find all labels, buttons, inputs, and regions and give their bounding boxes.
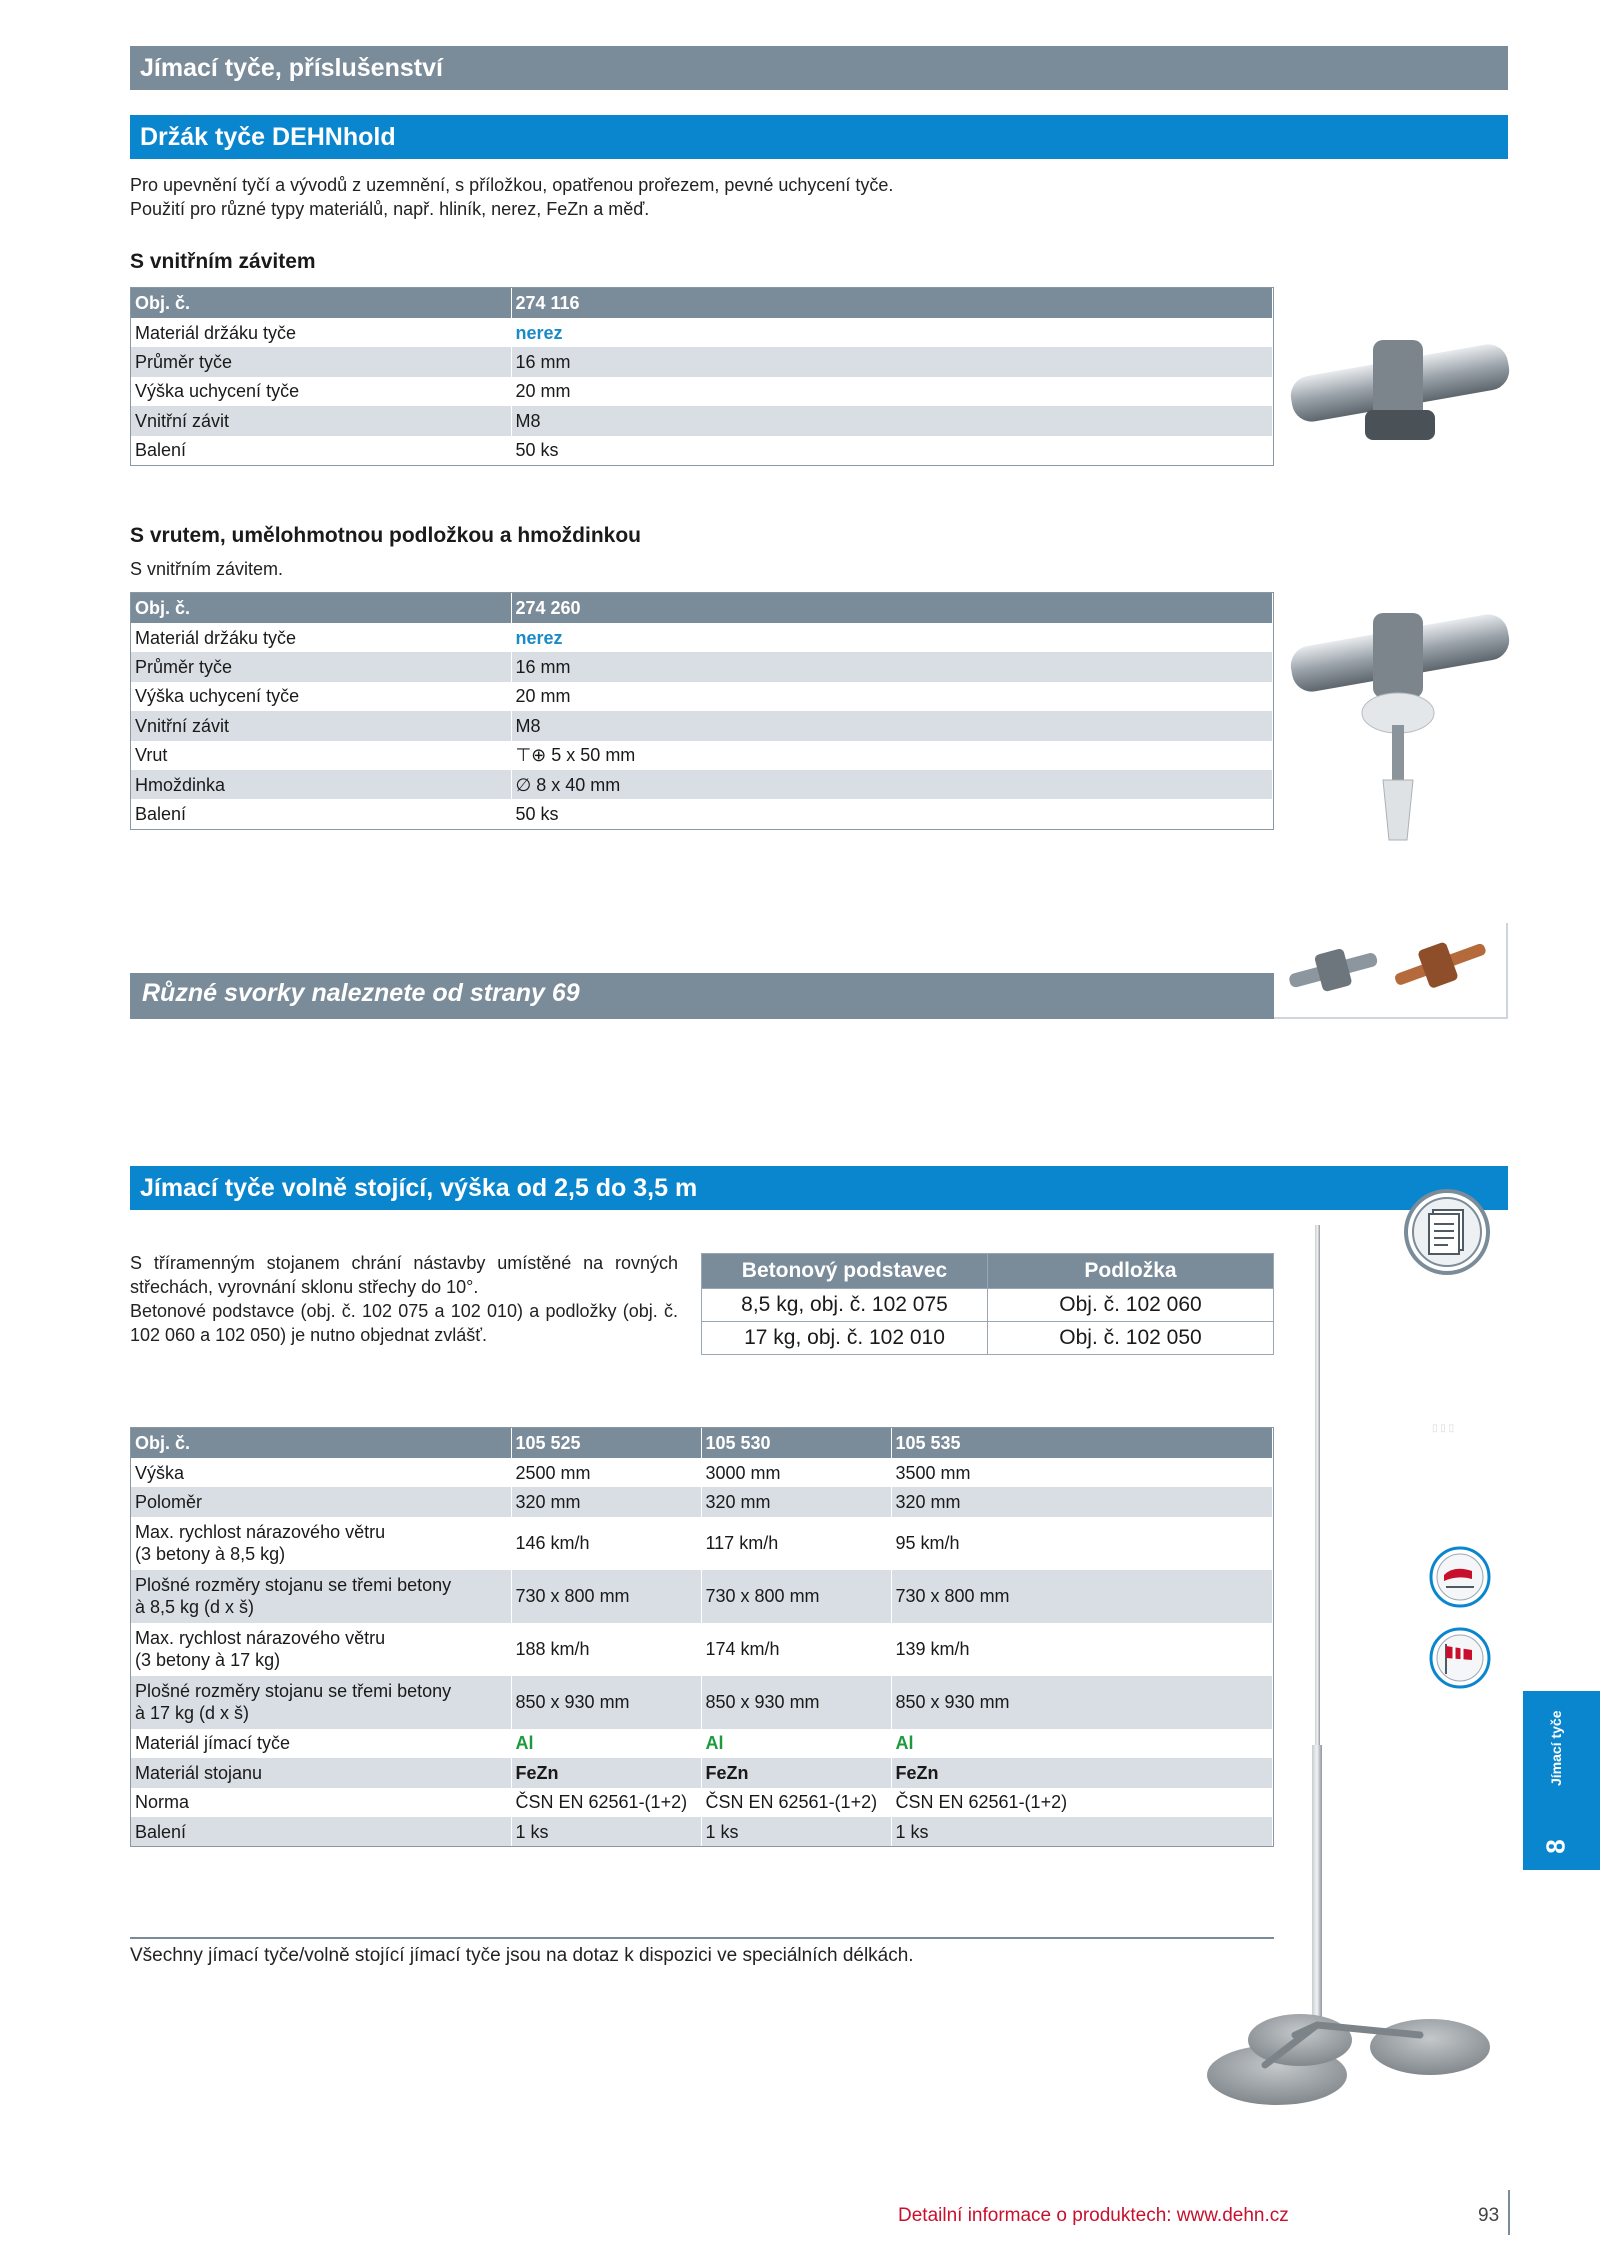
cell: 1 ks (891, 1817, 1273, 1846)
table-row (131, 1458, 1273, 1487)
cell: nerez (511, 318, 1273, 347)
table-row (131, 1817, 1273, 1846)
cell: ČSN EN 62561-(1+2) (701, 1788, 891, 1817)
column-header: 105 530 (701, 1428, 891, 1458)
table-row (131, 1428, 1273, 1458)
cell (511, 741, 1273, 770)
variant-a-heading: S vnitřním závitem (130, 250, 316, 273)
table-row (131, 1487, 1273, 1516)
cell: Plošné rozměry stojanu se třemi betony à 8,5 kg (d x š) (131, 1570, 511, 1623)
table-row (702, 1254, 1274, 1289)
cell: 117 km/h (701, 1517, 891, 1570)
cell: 146 km/h (511, 1517, 701, 1570)
clamps-image-frame (1274, 923, 1508, 1019)
table-row (131, 711, 1273, 740)
cell: Výška uchycení tyče (131, 682, 511, 711)
section-title-freestanding: Jímací tyče volně stojící, výška od 2,5 do 3,5 m (140, 1174, 698, 1202)
variant-b-subheading: S vnitřním závitem. (130, 559, 284, 579)
chapter-tab-number: 8 (1540, 1839, 1571, 1854)
rod-holder-image (1285, 300, 1515, 460)
column-header: Betonový podstavec (702, 1254, 988, 1289)
cell: Hmoždinka (131, 770, 511, 799)
cell: 188 km/h (511, 1623, 701, 1676)
cell: FeZn (891, 1758, 1273, 1787)
cell: Průměr tyče (131, 652, 511, 681)
table-row (131, 623, 1273, 652)
cell: 320 mm (511, 1487, 701, 1516)
table-row (131, 1758, 1273, 1787)
cell: 2500 mm (511, 1458, 701, 1487)
cell: Balení (131, 436, 511, 465)
table-row (702, 1289, 1274, 1322)
cell: ČSN EN 62561-(1+2) (511, 1788, 701, 1817)
cell: FeZn (511, 1758, 701, 1787)
cell: Obj. č. 102 060 (988, 1289, 1274, 1322)
faint-marking: ▯ ▯ ▯ (1432, 1423, 1455, 1434)
table-row (131, 682, 1273, 711)
cell: 1 ks (701, 1817, 891, 1846)
cell: ČSN EN 62561-(1+2) (891, 1788, 1273, 1817)
cell: 16 mm (511, 347, 1273, 376)
cell: M8 (511, 711, 1273, 740)
diameter-icon: ∅ (515, 774, 532, 795)
cell: Vnitřní závit (131, 711, 511, 740)
cell: 730 x 800 mm (701, 1570, 891, 1623)
cell: 50 ks (511, 436, 1273, 465)
screw-head-icon: ⊤⊕ (515, 745, 547, 766)
cell: Balení (131, 1817, 511, 1846)
wind-test-badge-icon (1428, 1545, 1492, 1609)
cell: Materiál držáku tyče (131, 318, 511, 347)
cell: Plošné rozměry stojanu se třemi betony à 17 kg (d x š) (131, 1676, 511, 1729)
rod-holder-screw-image (1285, 585, 1515, 845)
cell: Al (511, 1729, 701, 1758)
cell: 730 x 800 mm (511, 1570, 701, 1623)
cell: 139 km/h (891, 1623, 1273, 1676)
cell: Vrut (131, 741, 511, 770)
cell: 50 ks (511, 799, 1273, 828)
cell: 320 mm (701, 1487, 891, 1516)
cell: Materiál stojanu (131, 1758, 511, 1787)
table-row (131, 1788, 1273, 1817)
accessory-table (701, 1253, 1274, 1355)
table-row (131, 652, 1273, 681)
column-header: Podložka (988, 1254, 1274, 1289)
column-header: 105 535 (891, 1428, 1273, 1458)
cell: Výška uchycení tyče (131, 377, 511, 406)
cell: Výška (131, 1458, 511, 1487)
cell: 274 260 (511, 593, 1273, 623)
intro-line: Betonové podstavce (obj. č. 102 075 a 102 010) a podložky (obj. č. 102 060 a 102 050) je nutno objednat zvlášť. (130, 1301, 678, 1345)
cell: M8 (511, 406, 1273, 435)
footer-divider (1508, 2190, 1510, 2235)
cell: FeZn (701, 1758, 891, 1787)
footnote-divider (130, 1937, 1274, 1939)
variant-b-table (130, 592, 1274, 830)
cell: 850 x 930 mm (701, 1676, 891, 1729)
intro-line: Použití pro různé typy materiálů, např. hliník, nerez, FeZn a měď. (130, 199, 650, 219)
cell: Max. rychlost nárazového větru (3 betony à 8,5 kg) (131, 1517, 511, 1570)
freestanding-table (130, 1427, 1274, 1847)
table-row (131, 377, 1273, 406)
section3-intro (130, 1251, 678, 1347)
table-row (702, 1322, 1274, 1355)
table-row (131, 770, 1273, 799)
cell: Balení (131, 799, 511, 828)
cell-value: 8 x 40 mm (536, 774, 621, 795)
cell: 20 mm (511, 377, 1273, 406)
clamps-image (1274, 923, 1508, 1019)
section-title-dehnhold: Držák tyče DEHNhold (140, 123, 396, 151)
chapter-tab[interactable] (1523, 1691, 1600, 1870)
cell: nerez (511, 623, 1273, 652)
cell: 850 x 930 mm (511, 1676, 701, 1729)
cell-value: 5 x 50 mm (551, 745, 636, 766)
table-row (131, 1623, 1273, 1676)
cell: Materiál držáku tyče (131, 623, 511, 652)
cell: 8,5 kg, obj. č. 102 075 (702, 1289, 988, 1322)
cell: 3500 mm (891, 1458, 1273, 1487)
cell: Poloměr (131, 1487, 511, 1516)
cell: 16 mm (511, 652, 1273, 681)
cell: Max. rychlost nárazového větru (3 betony à 17 kg) (131, 1623, 511, 1676)
cell: Norma (131, 1788, 511, 1817)
table-row (131, 741, 1273, 770)
cell: Obj. č. (131, 593, 511, 623)
clamps-banner-text: Různé svorky naleznete od strany 69 (142, 979, 580, 1007)
variant-a-table (130, 287, 1274, 466)
cell: Materiál jímací tyče (131, 1729, 511, 1758)
table-row (131, 347, 1273, 376)
cell: Al (891, 1729, 1273, 1758)
column-header: 105 525 (511, 1428, 701, 1458)
cell: 3000 mm (701, 1458, 891, 1487)
category-header (130, 46, 1508, 90)
intro-line: S tříramenným stojanem chrání nástavby umístěné na rovných střechách, vyrovnání sklonu střechy do 10°. (130, 1253, 678, 1297)
table-row (131, 1570, 1273, 1623)
cell: Průměr tyče (131, 347, 511, 376)
page-number: 93 (1478, 2205, 1500, 2226)
intro-line: Pro upevnění tyčí a vývodů z uzemnění, s příložkou, opatřenou prořezem, pevné uchycení tyče. (130, 175, 894, 195)
table-row (131, 799, 1273, 828)
windsock-badge-icon (1428, 1626, 1492, 1690)
chapter-tab-label: Jímací tyče (1548, 1710, 1564, 1786)
category-title: Jímací tyče, příslušenství (140, 54, 443, 82)
footnote: Všechny jímací tyče/volně stojící jímací tyče jsou na dotaz k dispozici ve speciálních délkách. (130, 1945, 914, 1966)
table-row (131, 1517, 1273, 1570)
footer-link[interactable]: Detailní informace o produktech: www.dehn.cz (898, 2205, 1289, 2226)
cell: 17 kg, obj. č. 102 010 (702, 1322, 988, 1355)
section-header-dehnhold (130, 115, 1508, 159)
cell: 95 km/h (891, 1517, 1273, 1570)
cell: Vnitřní závit (131, 406, 511, 435)
table-row (131, 1676, 1273, 1729)
cell: 20 mm (511, 682, 1273, 711)
cell: 850 x 930 mm (891, 1676, 1273, 1729)
section-header-freestanding (130, 1166, 1508, 1210)
section1-intro (130, 173, 1130, 221)
table-row (131, 288, 1273, 318)
cell: 730 x 800 mm (891, 1570, 1273, 1623)
table-row (131, 593, 1273, 623)
cell (511, 770, 1273, 799)
cell: Obj. č. (131, 288, 511, 318)
cell: 1 ks (511, 1817, 701, 1846)
cell: Obj. č. 102 050 (988, 1322, 1274, 1355)
table-row (131, 436, 1273, 465)
variant-b-heading: S vrutem, umělohmotnou podložkou a hmoždinkou (130, 524, 641, 547)
table-row (131, 406, 1273, 435)
cell: 274 116 (511, 288, 1273, 318)
column-header: Obj. č. (131, 1428, 511, 1458)
cell: Al (701, 1729, 891, 1758)
clamps-banner (130, 973, 1508, 1019)
cell: 320 mm (891, 1487, 1273, 1516)
cell: 174 km/h (701, 1623, 891, 1676)
table-row (131, 318, 1273, 347)
table-row (131, 1729, 1273, 1758)
